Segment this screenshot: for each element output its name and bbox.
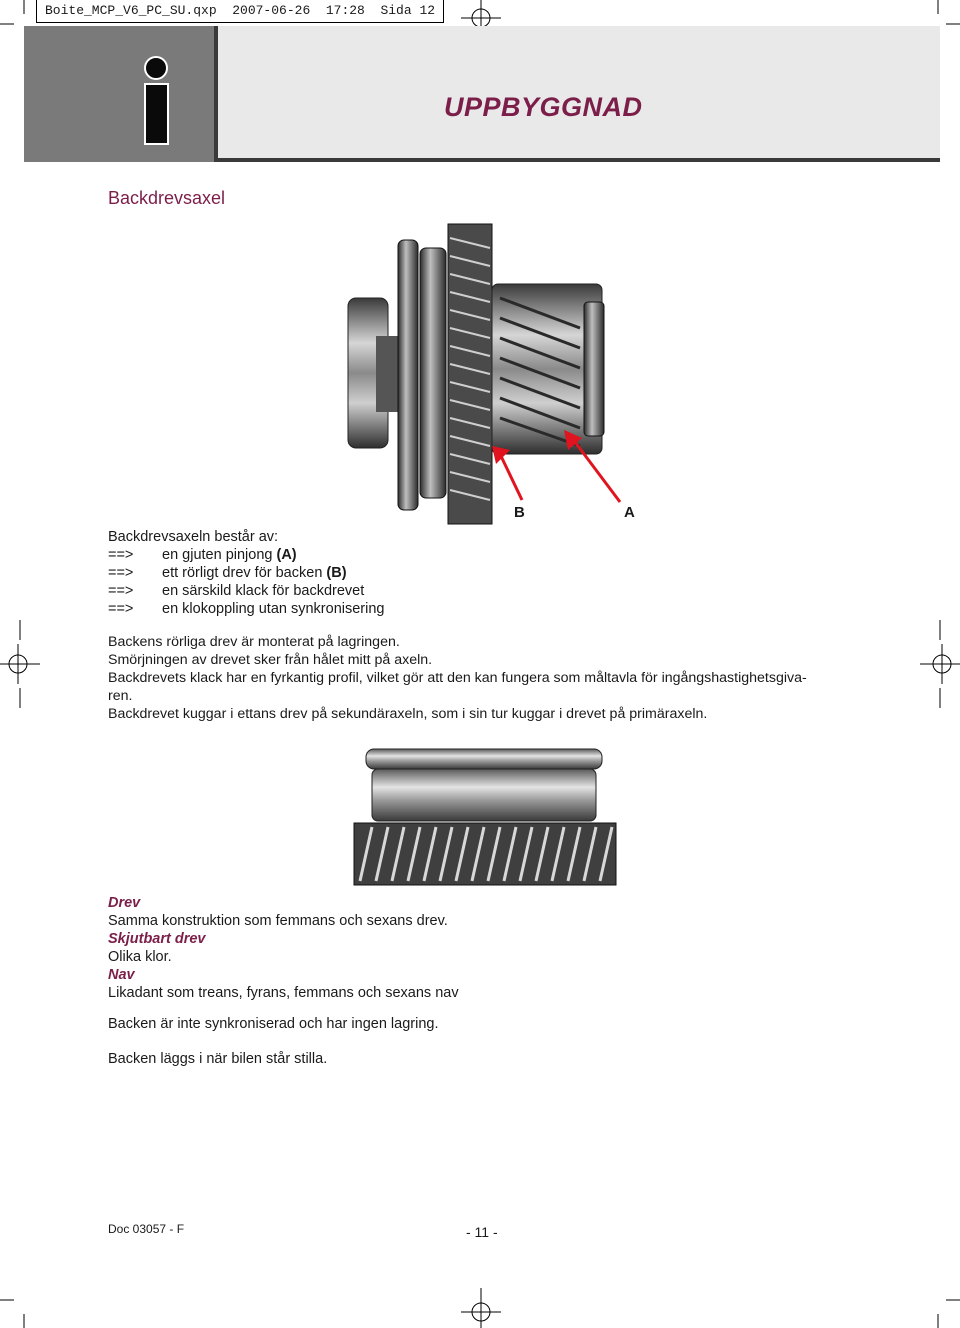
header-icon-panel	[24, 26, 218, 162]
component-list	[108, 528, 508, 618]
list-arrow: ==>	[108, 547, 134, 563]
list-intro: Backdrevsaxeln består av:	[108, 529, 279, 545]
list-arrow: ==>	[108, 565, 134, 581]
print-slug: Boite_MCP_V6_PC_SU.qxp 2007-06-26 17:28 Sida 12	[36, 0, 444, 23]
drev-heading: Drev	[108, 895, 141, 911]
list-arrow: ==>	[108, 583, 134, 599]
doc-reference: Doc 03057 - F	[108, 1222, 185, 1236]
label-b: B	[514, 504, 525, 521]
figure1-arrows	[480, 430, 660, 510]
section-title: Backdrevsaxel	[108, 188, 226, 208]
page-title: UPPBYGGNAD	[444, 92, 643, 122]
gear-photo	[350, 745, 620, 890]
note-engage: Backen läggs i när bilen står stilla.	[108, 1051, 328, 1067]
skjutbart-drev-text: Olika klor.	[108, 949, 172, 965]
nav-text: Likadant som treans, fyrans, femmans och sexans nav	[108, 985, 459, 1001]
paragraph-line: Backens rörliga drev är monterat på lagringen.	[108, 634, 400, 650]
paragraph-line: Backdrevet kuggar i ettans drev på sekundäraxeln, som i sin tur kuggar i drevet på primäraxeln.	[108, 706, 708, 722]
paragraph-line: Smörjningen av drevet sker från hålet mitt på axeln.	[108, 652, 433, 668]
list-item	[108, 582, 508, 600]
list-arrow: ==>	[108, 601, 134, 617]
page-number: - 11 -	[466, 1224, 498, 1240]
list-item-text: en gjuten pinjong (A)	[162, 547, 297, 563]
part-descriptions	[108, 894, 808, 1068]
list-item	[108, 600, 508, 618]
label-a: A	[624, 504, 635, 521]
list-item-text: en klokoppling utan synkronisering	[162, 601, 385, 617]
list-item-text: en särskild klack för backdrevet	[162, 583, 365, 599]
list-item-text: ett rörligt drev för backen (B)	[162, 565, 347, 581]
list-item	[108, 564, 508, 582]
skjutbart-drev-heading: Skjutbart drev	[108, 931, 206, 947]
list-item	[108, 546, 508, 564]
description-paragraph	[108, 633, 848, 723]
paragraph-line: Backdrevets klack har en fyrkantig profil, vilket gör att den kan fungera som måltavla för ingångshastighetsgiva-	[108, 670, 807, 686]
nav-heading: Nav	[108, 967, 135, 983]
note-synchro: Backen är inte synkroniserad och har ingen lagring.	[108, 1016, 439, 1032]
info-i-icon	[24, 26, 214, 162]
paragraph-line: ren.	[108, 688, 133, 704]
drev-text: Samma konstruktion som femmans och sexans drev.	[108, 913, 448, 929]
page-header	[24, 26, 940, 162]
